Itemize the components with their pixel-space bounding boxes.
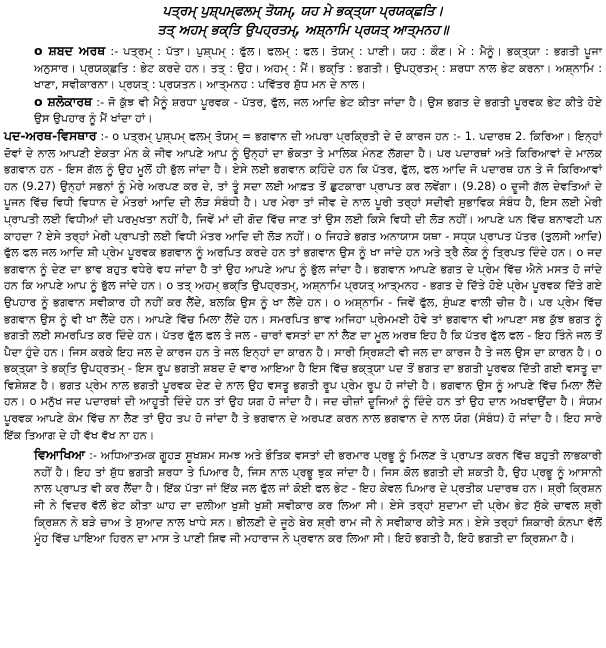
- shabad-arth-text: :- ਪਤ੍ਰਮ੍ : ਪੱਤਾ। ਪੁਸ਼੍ਪਮ੍ : ਫੁੱਲ। ਫਲਮ੍ : ਫਲ। ਤੋਯਮ੍ : ਪਾਣੀ। ਯਹ : ਕੌਣ। ਮੇ : ਮੈਨੂੰ। ਭਕ੍ਤ੍ਯਾ : ਭਗਤੀ ਪੂਜਾ ਅਨੁਸਾਰ। ਪ੍ਰਯਕ੍ਛਤਿ : ਭੇਟ ਕਰਦੇ ਹਨ। ਤਤ੍ : ਉਹ। ਅਹਮ੍ : ਮੈਂ। ਭਕ੍ਤਿ : ਭਗਤੀ। ਉਪਹ੍ਰਤਮ੍ : ਸ਼ਰਧਾ ਨਾਲ ਭੇਟ ਕਰਨਾ। ਅਸ਼੍ਨਾਮਿ : ਖਾਣਾ, ਸਵੀਕਾਰਨਾ। ਪ੍ਰਯਤ੍ : ਪ੍ਰਯਤਨ। ਆਤ੍ਮਨਹ : ਪਵਿੱਤਰ ਸ਼ੁੱਧ ਮਨ ਦੇ ਨਾਲ।: [34, 45, 602, 92]
- shabad-arth-paragraph: [4, 43, 602, 94]
- shlokarth-paragraph: [4, 94, 602, 128]
- verse-line-2: ਤਤ੍ ਅਹਮ੍ ਭਕ੍ਤਿ ਉਪਹ੍ਰਤਮ੍, ਅਸ਼੍ਨਾਮਿ ਪ੍ਰਯਤ੍ ਆਤ੍ਮਨਹ॥: [157, 23, 449, 38]
- viakhya-text: :- ਅਧਿਆਤਮਕ ਗੂਹੜ ਸੂਖਸ਼ਮ ਸਮਝ ਅਤੇ ਭੌਤਿਕ ਵਸਤਾਂ ਦੀ ਭਰਮਾਰ ਪ੍ਰਭੂ ਨੂੰ ਮਿਲਣ ਤੇ ਪ੍ਰਾਪਤ ਕਰਨ ਵਿੱਚ ਬਹੁਤੀ ਲਾਭਕਾਰੀ ਨਹੀਂ ਹੈ। ਇਹ ਤਾਂ ਸ਼ੁੱਧ ਭਗਤੀ ਸ਼ਰਧਾ ਤੇ ਪਿਆਰ ਹੈ, ਜਿਸ ਨਾਲ ਪ੍ਰਭੂ ਝੁਕ ਜਾਂਦਾ ਹੈ। ਜਿਸ ਕੋਲ ਭਗਤੀ ਦੀ ਸ਼ਕਤੀ ਹੈ, ਉਹ ਪ੍ਰਭੂ ਨੂੰ ਆਸਾਨੀ ਨਾਲ ਪ੍ਰਾਪਤ ਵੀ ਕਰ ਲੈਂਦਾ ਹੈ। ਇੱਕ ਪੱਤਾ ਜਾਂ ਇੱਕ ਜਲ ਫੁੱਲ ਜਾਂ ਕੋਈ ਫਲ ਭੇਟ - ਇਹ ਕੇਵਲ ਪਿਆਰ ਦੇ ਪ੍ਰਤੀਕ ਪਦਾਰਥ ਹਨ। ਸ਼੍ਰੀ ਕ੍ਰਿਸ਼ਨ ਜੀ ਨੇ ਵਿਦਰ ਵੱਲੋਂ ਭੇਟ ਕੀਤਾ ਘਾਹ ਦਾ ਦਲੀਆ ਖੁਸ਼ੀ ਖੁਸ਼ੀ ਸਵੀਕਾਰ ਕਰ ਲਿਆ ਸੀ। ਏਸੇ ਤਰ੍ਹਾਂ ਸੁਦਾਮਾ ਦੀ ਪ੍ਰੇਮ ਭੇਟ ਸੁੱਕੇ ਚਾਵਲ ਸ਼੍ਰੀ ਕ੍ਰਿਸ਼ਨ ਨੇ ਬੜੇ ਚਾਅ ਤੇ ਸੁਆਦ ਨਾਲ ਖਾਧੇ ਸਨ। ਭੀਲਣੀ ਦੇ ਜੂਠੇ ਬੇਰ ਸ਼੍ਰੀ ਰਾਮ ਜੀ ਨੇ ਸਵੀਕਾਰ ਕੀਤੇ ਸਨ। ਏਸੇ ਤਰ੍ਹਾਂ ਸ਼ਿਕਾਰੀ ਕੰਨਪਾ ਵੱਲੋਂ ਮੂੰਹ ਵਿੱਚ ਪਾਇਆ ਹਿਰਨ ਦਾ ਮਾਸ ਤੇ ਪਾਣੀ ਸ਼ਿਵ ਜੀ ਮਹਾਰਾਜ ਨੇ ਪ੍ਰਵਾਨ ਕਰ ਲਿਆ ਸੀ। ਇਹੋ ਭਗਤੀ ਹੈ, ਇਹੋ ਭਗਤੀ ਦਾ ਕ੍ਰਿਸ਼ਮਾ ਹੈ।: [34, 449, 602, 546]
- verse-line-1: ਪਤ੍ਰਮ੍ ਪੁਸ਼੍ਪਮ੍ਫਲਮ੍ ਤੋਯਮ੍, ਯਹ ਮੇ ਭਕ੍ਤ੍ਯਾ ਪ੍ਰਯਕ੍ਛਤਿ।: [162, 4, 444, 19]
- pad-arth-vistar-paragraph: [4, 128, 602, 444]
- shabad-arth-heading: o ਸ਼ਬਦ ਅਰਥ: [34, 43, 106, 58]
- viakhya-paragraph: [4, 447, 602, 548]
- shlokarth-text: :- ਜੋ ਕੁੱਝ ਵੀ ਮੈਨੂੰ ਸ਼ਰਧਾ ਪੂਰਵਕ - ਪੱਤਰ, ਫੁੱਲ, ਜਲ ਆਦਿ ਭੇਟ ਕੀਤਾ ਜਾਂਦਾ ਹੈ। ਉਸ ਭਗਤ ਦੇ ਭਗਤੀ ਪੂਰਵਕ ਭੇਟ ਕੀਤੇ ਹੋਏ ਉਸ ਉਪਹਾਰ ਨੂੰ ਮੈਂ ਖਾਂਦਾ ਹਾਂ।: [34, 95, 602, 126]
- shlokarth-heading: o ਸ਼ਲੋਕਾਰਥ: [34, 93, 93, 109]
- pad-arth-vistar-heading: ਪਦ-ਅਰਥ-ਵਿਸਥਾਰ: [4, 127, 97, 143]
- viakhya-heading: ਵਿਆਖਿਆ: [34, 447, 86, 463]
- pad-arth-vistar-text: :- o ਪਤ੍ਰਮ੍ ਪੁਸ਼੍ਪਮ੍ ਫਲਮ੍ ਤੋਯਮ੍ = ਭਗਵਾਨ ਦੀ ਅਪਰਾ ਪ੍ਰਕ੍ਰਿਤੀ ਦੇ ਦੋ ਕਾਰਜ ਹਨ :- 1. ਪਦਾਰਥ 2. ਕਿਰਿਆ। ਇਨ੍ਹਾਂ ਦੋਵਾਂ ਦੇ ਨਾਲ ਆਪਣੀ ਏਕਤਾ ਮੰਨ ਕੇ ਜੀਵ ਆਪਣੇ ਆਪ ਨੂੰ ਉਨ੍ਹਾਂ ਦਾ ਭੋਕਤਾ ਤੇ ਮਾਲਿਕ ਮੰਨਣ ਲੱਗਦਾ ਹੈ। ਪਰ ਪਦਾਰਥਾਂ ਅਤੇ ਕਿਰਿਆਵਾਂ ਦੇ ਮਾਲਕ ਭਗਵਾਨ ਹਨ - ਇਸ ਗੱਲ ਨੂੰ ਉਹ ਮੂਲੋਂ ਹੀ ਭੁੱਲ ਜਾਂਦਾ ਹੈ। ਏਸੇ ਲਈ ਭਗਵਾਨ ਕਹਿੰਦੇ ਹਨ ਕਿ ਪੱਤਰ, ਫੁੱਲ, ਫਲ ਆਦਿ ਜੋ ਪਦਾਰਥ ਹਨ ਤੇ ਜੋ ਕਿਰਿਆਵਾਂ ਹਨ (9.27) ਉਨ੍ਹਾਂ ਸਭਨਾਂ ਨੂੰ ਮੇਰੇ ਅਰਪਣ ਕਰ ਦੇ, ਤਾਂ ਤੂੰ ਸਦਾ ਲਈ ਆਫ਼ਤ ਤੋਂ ਛੁਟਕਾਰਾ ਪ੍ਰਾਪਤ ਕਰ ਲਵੇਂਗਾ। (9.28) o ਦੂਜੀ ਗੱਲ ਦੇਵਤਿਆਂ ਦੇ ਪੂਜਨ ਵਿੱਚ ਵਿਧੀ ਵਿਧਾਨ ਦੇ ਮੰਤਰਾਂ ਆਦਿ ਦੀ ਲੋੜ ਸੰਬੰਧੀ ਹੈ। ਪਰ ਮੇਰਾ ਤਾਂ ਜੀਵ ਦੇ ਨਾਲ ਪੂਰੀ ਤਰ੍ਹਾਂ ਸਦੀਵੀ ਸੁਭਾਵਿਕ ਸੰਬੰਧ ਹੈ, ਇਸ ਲਈ ਮੇਰੀ ਪ੍ਰਾਪਤੀ ਲਈ ਵਿਧੀਆਂ ਦੀ ਪਰਮੁਖਤਾ ਨਹੀਂ ਹੈ, ਜਿਵੇਂ ਮਾਂ ਦੀ ਗੋਦ ਵਿੱਚ ਜਾਣ ਤਾਂ ਉਸ ਲਈ ਕਿਸੇ ਵਿਧੀ ਦੀ ਲੋੜ ਨਹੀਂ। ਆਪਣੇ ਪਨ ਵਿੱਚ ਬਨਾਵਟੀ ਪਨ ਕਾਹਦਾ ? ਏਸੇ ਤਰ੍ਹਾਂ ਮੇਰੀ ਪ੍ਰਾਪਤੀ ਲਈ ਵਿਧੀ ਮੰਤਰ ਆਦਿ ਦੀ ਲੋੜ ਨਹੀਂ। o ਜਿਹੜੇ ਭਗਤ ਅਨਾਯਾਸ ਯਥਾ - ਸਧ੍ਯ ਪ੍ਰਾਪਤ ਪੱਤਰ (ਤੁਲਸੀ ਆਦਿ) ਫੁੱਲ ਫਲ ਜਲ ਆਦਿ ਸ਼ੀ ਪ੍ਰੇਮ ਪੂਰਵਕ ਭਗਵਾਨ ਨੂੰ ਅਰਪਿਤ ਕਰਦੇ ਹਨ ਤਾਂ ਭਗਵਾਨ ਉਸ ਨੂੰ ਖਾ ਜਾਂਦੇ ਹਨ ਅਤੇ ਤ੍ਰੈ ਲੋਕ ਨੂੰ ਤ੍ਰਿਪਤ ਦਿੰਦੇ ਹਨ। o ਜਦ ਭਗਵਾਨ ਨੂੰ ਦੇਣ ਦਾ ਭਾਵ ਬਹੁਤ ਵਧੇਰੇ ਵਧ ਜਾਂਦਾ ਹੈ ਤਾਂ ਉਹ ਆਪਣੇ ਆਪ ਨੂੰ ਭੁੱਲ ਜਾਂਦਾ ਹੈ। ਭਗਵਾਨ ਆਪਣੇ ਭਗਤ ਦੇ ਪ੍ਰੇਮ ਵਿੱਚ ਐਨੇ ਮਸਤ ਹੋ ਜਾਂਦੇ ਹਨ ਕਿ ਆਪਣੇ ਆਪ ਨੂੰ ਭੁੱਲ ਜਾਂਦੇ ਹਨ। o ਤਤ੍ ਅਹਮ੍ ਭਕ੍ਤਿ ਉਪਹ੍ਰਤਮ੍, ਅਸ਼੍ਨਾਮਿ ਪ੍ਰਯਤ੍ ਆਤ੍ਮਨਹ - ਭਗਤ ਦੇ ਦਿੱਤੇ ਹੋਏ ਪ੍ਰੇਮ ਪੂਰਵਕ ਦਿੱਤੇ ਗਏ ਉਪਹਾਰ ਨੂੰ ਭਗਵਾਨ ਸਵੀਕਾਰ ਹੀ ਨਹੀਂ ਕਰ ਲੈਂਦੇ, ਬਲਕਿ ਉਸ ਨੂੰ ਖਾ ਲੈਂਦੇ ਹਨ। o ਅਸ਼੍ਨਾਮਿ - ਜਿਵੇਂ ਫੁੱਲ, ਸੁੰਘਣ ਵਾਲੀ ਚੀਜ਼ ਹੈ। ਪਰ ਪ੍ਰੇਮ ਵਿੱਚ ਭਗਵਾਨ ਉਸ ਨੂੰ ਵੀ ਖਾ ਲੈਂਦੇ ਹਨ। ਆਪਣੇ ਵਿੱਚ ਮਿਲਾ ਲੈਂਦੇ ਹਨ। ਸਮਰਪਿਤ ਭਾਵ ਅਜਿਹਾ ਪ੍ਰੇਮਮਈ ਹੋਵੇ ਤਾਂ ਭਗਵਾਨ ਵੀ ਆਪਣਾ ਸਭ ਕੁੱਝ ਭਗਤ ਨੂੰ ਭਗਤੀ ਲਈ ਸਮਰਪਿਤ ਕਰ ਦਿੰਦੇ ਹਨ। ਪੱਤਰ ਫੁੱਲ ਫਲ ਤੇ ਜਲ - ਚਾਰਾਂ ਵਸਤਾਂ ਦਾ ਨਾਂ ਲੈਣ ਦਾ ਮੂਲ ਅਰਥ ਇਹ ਹੈ ਕਿ ਪੱਤਰ ਫੁੱਲ ਫਲ - ਇਹ ਤਿੰਨੇ ਜਲ ਤੋਂ ਪੈਦਾ ਹੁੰਦੇ ਹਨ। ਜਿਸ ਕਰਕੇ ਇਹ ਜਲ ਦੇ ਕਾਰਜ ਹਨ ਤੇ ਜਲ ਇਨ੍ਹਾਂ ਦਾ ਕਾਰਨ ਹੈ। ਸਾਰੀ ਸ੍ਰਿਸ਼ਟੀ ਵੀ ਜਲ ਦਾ ਕਾਰਜ ਹੈ ਤੇ ਜਲ ਉਸ ਦਾ ਕਾਰਨ ਹੈ। o ਭਕ੍ਤ੍ਯਾ ਤੇ ਭਕ੍ਤਿ ਉਪਹ੍ਰਤਮ੍ - ਇਸ ਰੂਪ ਭਗਤੀ ਸ਼ਬਦ ਦੋ ਵਾਰ ਆਇਆ ਹੈ ਇਸ ਵਿੱਚ ਭਕ੍ਤ੍ਯਾ ਪਦ ਤੋਂ ਭਗਤ ਦਾ ਭਗਤੀ ਪੂਰਵਕ ਦਿੱਤੀ ਗਈ ਵਸਤੂ ਦਾ ਵਿਸ਼ੇਸ਼ਣ ਹੈ। ਭਗਤ ਪ੍ਰੇਮ ਨਾਲ ਭਗਤੀ ਪੂਰਵਕ ਦੇਣ ਦੇ ਨਾਲ ਉਹ ਵਸਤੂ ਭਗਤੀ ਰੂਪ ਪ੍ਰੇਮ ਰੂਪ ਹੋ ਜਾਂਦੀ ਹੈ। ਭਗਵਾਨ ਉਸ ਨੂੰ ਆਪਣੇ ਵਿੱਚ ਮਿਲਾ ਲੈਂਦੇ ਹਨ। o ਮਨੁੱਖ ਜਦ ਪਦਾਰਥਾਂ ਦੀ ਆਹੂਤੀ ਦਿੰਦੇ ਹਨ ਤਾਂ ਉਹ ਯਗ ਹੋ ਜਾਂਦਾ ਹੈ। ਜਦ ਚੀਜ਼ਾਂ ਦੂਜਿਆਂ ਨੂੰ ਦਿੰਦੇ ਹਨ ਤਾਂ ਉਹ ਦਾਨ ਅਖਵਾਉਂਦਾ ਹੈ। ਸੰਯਮ ਪੂਰਵਕ ਆਪਣੇ ਕੰਮ ਵਿੱਚ ਨਾ ਲੈਣ ਤਾਂ ਉਹ ਤਪ ਹੋ ਜਾਂਦਾ ਹੈ ਤੇ ਭਗਵਾਨ ਦੇ ਅਰਪਣ ਕਰਨ ਨਾਲ ਭਗਵਾਨ ਦੇ ਨਾਲ ਯੋਗ (ਸੰਬੰਧ) ਹੋ ਜਾਂਦਾ ਹੈ। ਇਹ ਸਾਰੇ ਇੱਕ ਤਿਆਗ ਦੇ ਹੀ ਵੱਖ ਵੱਖ ਨਾ ਹਨ।: [4, 129, 602, 442]
